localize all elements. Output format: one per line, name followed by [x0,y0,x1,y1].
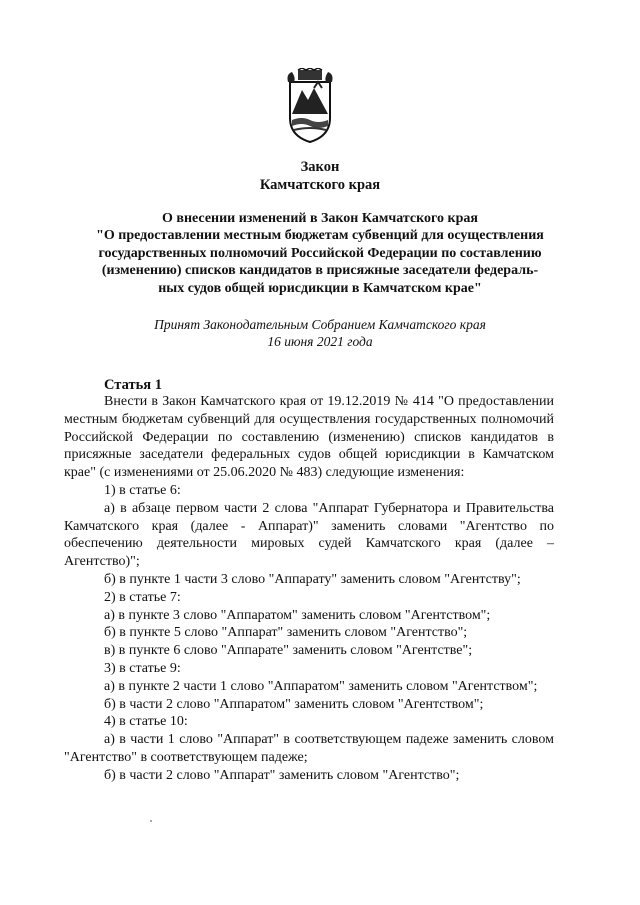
paragraph: Внести в Закон Камчатского края от 19.12.2019 № 414 "О предоставлении местным бюджетам субвенций для осуществления государственных полномочий Российской Федерации по составлению (изменению) списков кандидатов в присяжные заседатели федеральных судов общей юрисдикции в Камчатском крае" (с изменениями от 25.06.2020 № 483) следующие изменения: [64,394,554,481]
paragraph: а) в пункте 2 части 1 слово "Аппаратом" заменить словом "Агентством"; [104,678,538,694]
law-subject [60,210,580,297]
article-body [64,393,554,785]
paragraph: б) в пункте 1 части 3 слово "Аппарату" заменить словом "Агентству"; [104,571,521,587]
paragraph: а) в части 1 слово "Аппарат" в соответствующем падеже заменить словом "Агентство" в соответствующем падеже; [64,732,554,765]
law-title [60,158,580,194]
paragraph: 4) в статье 10: [104,714,188,730]
paragraph: б) в части 2 слово "Аппарат" заменить словом "Агентство"; [104,767,460,783]
adoption-note [60,316,580,350]
paragraph: 2) в статье 7: [104,589,181,605]
paragraph: б) в части 2 слово "Аппаратом" заменить словом "Агентством"; [104,696,484,712]
paragraph: 1) в статье 6: [104,482,181,498]
law-title-line: Камчатского края [259,177,381,193]
coat-of-arms-emblem [278,68,342,144]
adoption-date: 16 июня 2021 года [267,334,373,349]
paragraph: в) в пункте 6 слово "Аппарате" заменить словом "Агентстве"; [104,643,473,659]
adoption-line: Принят Законодательным Собранием Камчатского края [154,317,486,332]
subject-line: государственных полномочий Российской Федерации по составлению [98,245,542,261]
subject-line: О внесении изменений в Закон Камчатского края [162,211,478,226]
paragraph: а) в абзаце первом части 2 слова "Аппарат Губернатора и Правительства Камчатского края (далее - Аппарат)" заменить словами "Агентство по обеспечению деятельности мировых судей Камчатского края (далее – Агентство)"; [64,500,554,570]
article-title: Статья 1 [104,377,162,393]
law-title-line: Закон [300,159,340,175]
scan-speck [150,820,152,822]
paragraph: а) в пункте 3 слово "Аппаратом" заменить словом "Агентством"; [104,607,491,623]
paragraph: 3) в статье 9: [104,660,181,676]
subject-line: (изменению) списков кандидатов в присяжные заседатели федераль- [101,263,539,279]
subject-line: "О предоставлении местным бюджетам субвенций для осуществления [96,228,544,244]
paragraph: б) в пункте 5 слово "Аппарат" заменить словом "Агентство"; [104,625,468,641]
subject-line: ных судов общей юрисдикции в Камчатском крае" [158,280,482,296]
